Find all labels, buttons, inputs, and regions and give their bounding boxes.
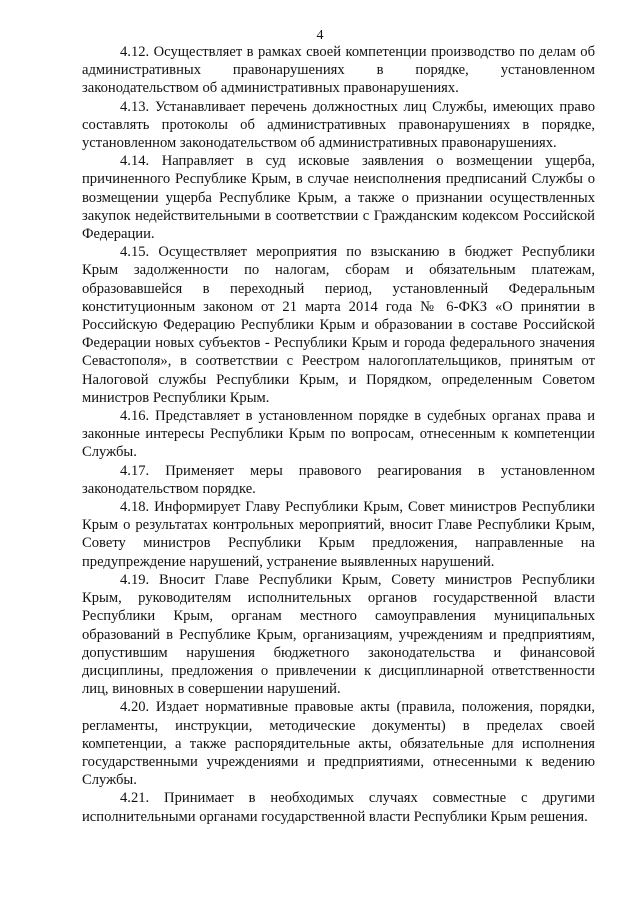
clause-4-15: 4.15. Осуществляет мероприятия по взысканию в бюджет Республики Крым задолженности по налогам, сборам и обязательным платежам, образовавшейся в переходный период, установленный Федеральным конституционным законом от 21 марта 2014 года № 6-ФКЗ «О принятии в Российскую Федерацию Республики Крым и образовании в составе Российской Федерации новых субъектов - Республики Крым и города федерального значения Севастополя», в соответствии с Реестром налогоплательщиков, принятым от Налоговой службы Республики Крым, и Порядком, определенным Советом министров Республики Крым. — [82, 244, 595, 406]
clause-4-21: 4.21. Принимает в необходимых случаях совместные с другими исполнительными органами государственной власти Республики Крым решения. — [82, 790, 595, 825]
document-body — [82, 43, 595, 826]
clause-4-20: 4.20. Издает нормативные правовые акты (правила, положения, порядки, регламенты, инструкции, методические документы) в пределах своей компетенции, а также распорядительные акты, обязательные для исполнения государственными учреждениями и предприятиями, отнесенными к ведению Службы. — [82, 699, 595, 789]
page-number: 4 — [316, 28, 324, 43]
clause-4-14: 4.14. Направляет в суд исковые заявления о возмещении ущерба, причиненного Республике Крым, в случае неисполнения предписаний Службы о возмещении ущерба Республике Крым, а также о признании осуществленных закупок недействительными в соответствии с Гражданским кодексом Российской Федерации. — [82, 153, 595, 243]
clause-4-13: 4.13. Устанавливает перечень должностных лиц Службы, имеющих право составлять протоколы об административных правонарушениях в порядке, установленном законодательством об административных правонарушениях. — [82, 98, 595, 152]
clause-4-16: 4.16. Представляет в установленном порядке в судебных органах права и законные интересы Республики Крым по вопросам, отнесенным к компетенции Службы. — [82, 408, 595, 461]
clause-4-19: 4.19. Вносит Главе Республики Крым, Совету министров Республики Крым, руководителям исполнительных органов государственной власти Республики Крым, органам местного самоуправления муниципальных образований в Республике Крым, организациям, учреждениям и предприятиям, допустившим нарушения бюджетного законодательства и финансовой дисциплины, предложения о привлечении к дисциплинарной ответственности лиц, виновных в совершении нарушений. — [82, 571, 595, 698]
clause-4-17: 4.17. Применяет меры правового реагирования в установленном законодательством порядке. — [82, 462, 595, 497]
clause-4-18: 4.18. Информирует Главу Республики Крым, Совет министров Республики Крым о результатах контрольных мероприятий, вносит Главе Республики Крым, Совету министров Республики Крым предложения, направленные на предупреждение нарушений, устранение выявленных нарушений. — [82, 499, 595, 570]
clause-4-12: 4.12. Осуществляет в рамках своей компетенции производство по делам об административных правонарушениях в порядке, установленном законодательством об административных правонарушениях. — [82, 44, 595, 97]
